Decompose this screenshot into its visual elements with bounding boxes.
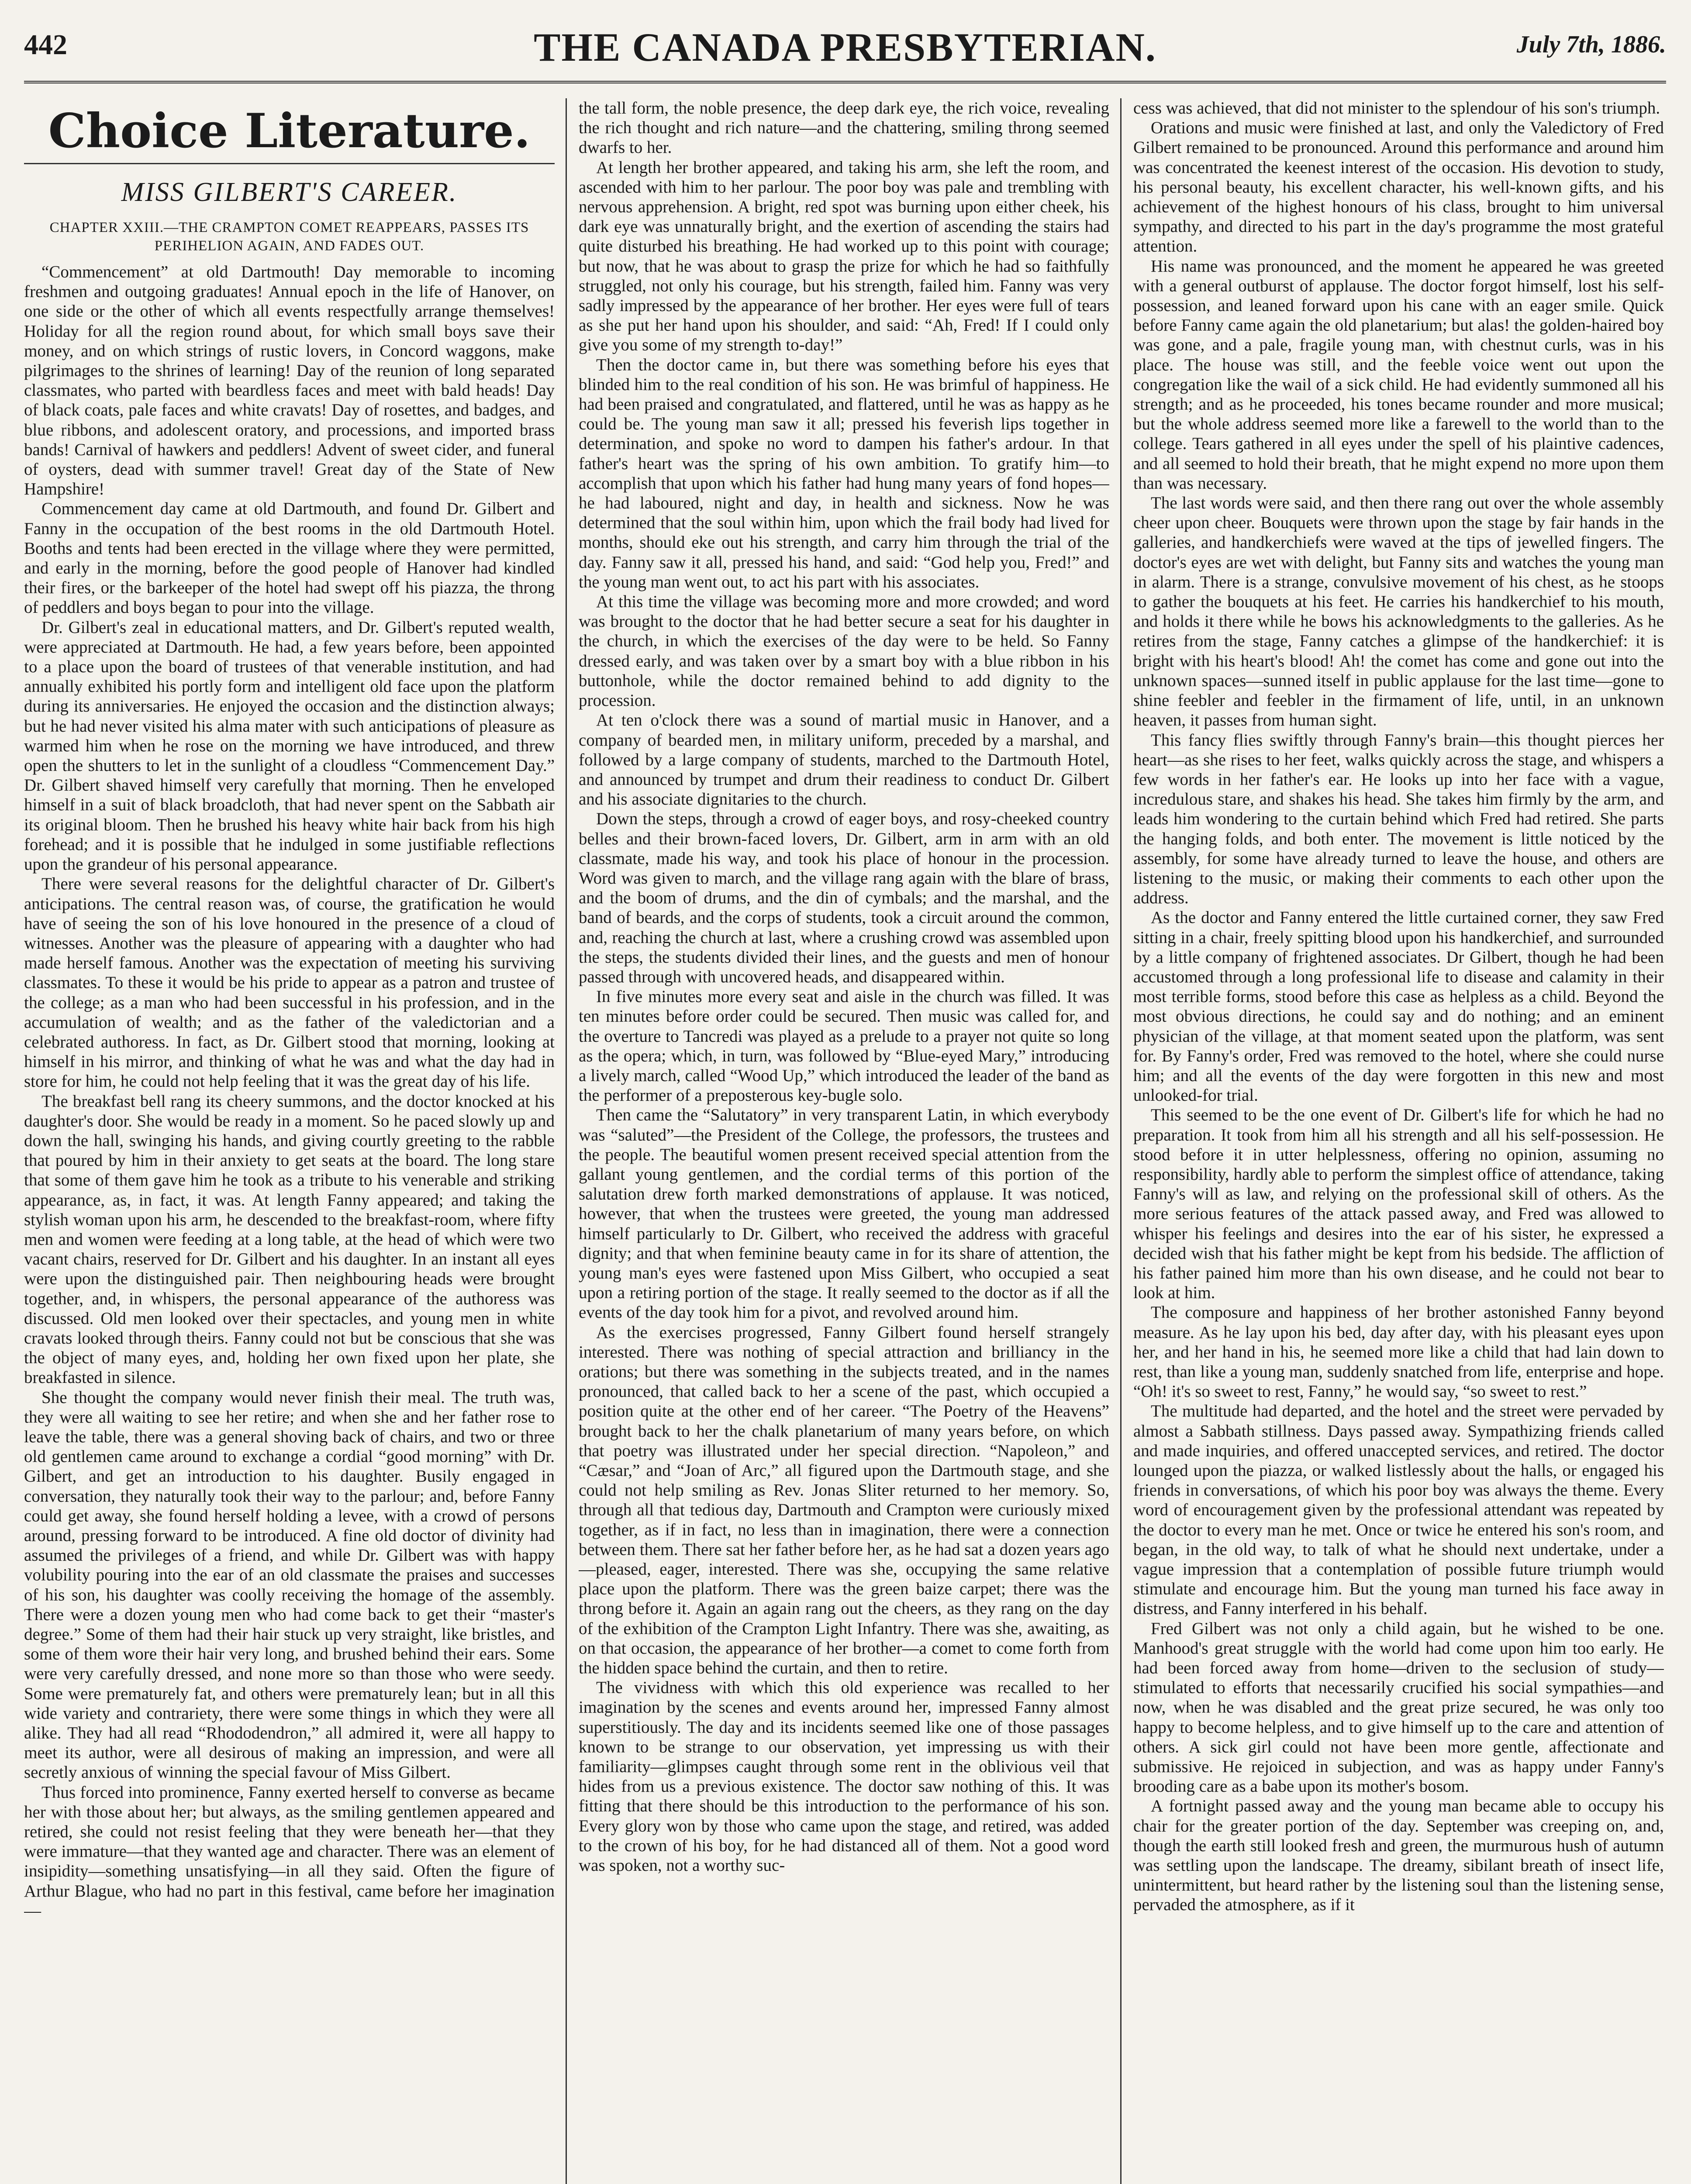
column-2 — [579, 98, 1109, 2184]
paragraph: As the exercises progressed, Fanny Gilbert found herself strangely interested. There was nothing of special attraction and brilliancy in the orations; but there was something in the subjects treated, and in the names pronounced, that called back to her a scene of the past, which occupied a position quite at the other end of her career. “The Poetry of the Heavens” brought back to her the chalk planetarium of many years before, on which that poetry was illustrated under her special direction. “Napoleon,” and “Cæsar,” and “Joan of Arc,” all figured upon the Dartmouth stage, and she could not help smiling as Rev. Jonas Sliter returned to her memory. So, through all that tedious day, Dartmouth and Crampton were curiously mixed together, as if in fact, no less than in imagination, there were a connection between them. There sat her father before her, as he had sat a dozen years ago—pleased, eager, interested. There was she, occupying the same relative place upon the platform. There was the green baize carpet; there was the throng before it. Again an again rang out the cheers, as they rang on the day of the exhibition of the Crampton Light Infantry. There was she, awaiting, as on that occasion, the appearance of her brother—a comet to come forth from the hidden space behind the curtain, and then to retire. — [579, 1323, 1109, 1678]
paragraph: There were several reasons for the delightful character of Dr. Gilbert's anticipations. The central reason was, of course, the gratification he would have of seeing the son of his love honoured in the presence of a cloud of witnesses. Another was the pleasure of appearing with a daughter who had made herself famous. Another was the expectation of meeting his surviving classmates. To these it would be his pride to appear as a patron and trustee of the college; as a man who had been successful in his profession, and in the accumulation of wealth; and as the father of the valedictorian and a celebrated authoress. In fact, as Dr. Gilbert stood that morning, looking at himself in his mirror, and thinking of what he was and what the day had in store for him, he could not help feeling that it was the great day of his life. — [24, 874, 555, 1091]
paragraph: Then came the “Salutatory” in very transparent Latin, in which everybody was “saluted”—the President of the College, the professors, the trustees and the people. The beautiful women present received special attention from the gallant young gentlemen, and the cordial terms of this portion of the salutation drew forth marked demonstrations of applause. It was noticed, however, that when the trustees were greeted, the young man addressed himself particularly to Dr. Gilbert, who received the address with graceful dignity; and that when feminine beauty came in for its share of attention, the young man's eyes were fastened upon Miss Gilbert, who occupied a seat upon a retiring portion of the stage. It really seemed to the doctor as if all the events of the day took him for a pivot, and revolved around him. — [579, 1106, 1109, 1322]
paragraph: Down the steps, through a crowd of eager boys, and rosy-cheeked country belles and their brown-faced lovers, Dr. Gilbert, arm in arm with an old classmate, made his way, and took his place of honour in the procession. Word was given to march, and the village rang again with the blare of brass, and the boom of drums, and the din of cymbals; and the marshal, and the band of beards, and the corps of students, took a circuit around the common, and, reaching the church at last, where a crushing crowd was assembled upon the steps, the students divided their lines, and the guests and men of honour passed through with uncovered heads, and disappeared within. — [579, 809, 1109, 986]
paragraph: “Commencement” at old Dartmouth! Day memorable to incoming freshmen and outgoing graduates! Annual epoch in the life of Hanover, on one side or the other of which all events respectfully arrange themselves! Holiday for all the region round about, for which small boys save their money, and on which strings of rustic lovers, in Concord waggons, make pilgrimages to the shrines of learning! Day of the reunion of long separated classmates, who parted with beardless faces and meet with bald heads! Day of black coats, pale faces and white cravats! Day of rosettes, and badges, and blue ribbons, and adolescent oratory, and processions, and imported brass bands! Carnival of hawkers and peddlers! Advent of sweet cider, and funeral of oysters, dead with summer travel! Great day of the State of New Hampshire! — [24, 263, 555, 499]
paragraph: As the doctor and Fanny entered the little curtained corner, they saw Fred sitting in a chair, freely spitting blood upon his handkerchief, and surrounded by a little company of frightened associates. Dr Gilbert, though he had been accustomed through a long professional life to disease and calamity in their most terrible forms, stood before this case as helpless as a child. Beyond the most obvious directions, he could say and do nothing; and an eminent physician of the village, at that moment seated upon the platform, was sent for. By Fanny's order, Fred was removed to the hotel, where she could nurse him; and all the events of the day were forgotten in this new and most unlooked-for trial. — [1133, 908, 1664, 1105]
column-2-body — [579, 98, 1109, 1875]
paragraph: His name was pronounced, and the moment he appeared he was greeted with a general outburst of applause. The doctor forgot himself, lost his self-possession, and leaned forward upon his cane with an eager smile. Quick before Fanny came again the old planetarium; but alas! the golden-haired boy was gone, and a pale, fragile young man, with chestnut curls, was in his place. The house was still, and the feeble voice went out upon the congregation like the wail of a sick child. He had evidently summoned all his strength; and as he proceeded, his tones became rounder and more musical; but the whole address seemed more like a farewell to the world than to the college. Tears gathered in all eyes under the spell of his plaintive cadences, and all seemed to hold their breath, that he might expend no more upon them than was necessary. — [1133, 256, 1664, 493]
paragraph: The multitude had departed, and the hotel and the street were pervaded by almost a Sabbath stillness. Days passed away. Sympathizing friends called and made inquiries, and offered unaccepted services, and retired. The doctor lounged upon the piazza, or walked listlessly about the halls, or engaged his friends in conversations, of which his poor boy was always the theme. Every word of encouragement given by the professional attendant was repeated by the doctor to every man he met. Once or twice he entered his son's room, and began, in the old way, to talk of what he should next undertake, under a vague impression that a contemplation of possible future triumph would stimulate and encourage him. But the young man turned his face away in distress, and Fanny interfered in his behalf. — [1133, 1402, 1664, 1618]
paragraph: Then the doctor came in, but there was something before his eyes that blinded him to the real condition of his son. He was brimful of happiness. He had been praised and congratulated, and flattered, until he was as happy as he could be. The young man saw it all; pressed his feverish lips together in determination, and spoke no word to dampen his father's ardour. In that father's heart was the spring of his own ambition. To gratify him—to accomplish that upon which his father had hung many years of fond hopes—he had laboured, night and day, in health and sickness. Now he was determined that the soul within him, upon which the frail body had lived for months, should eke out his strength, and carry him through the trial of the day. Fanny saw it all, pressed his hand, and said: “God help you, Fred!” and the young man went out, to act his part with his associates. — [579, 355, 1109, 591]
paragraph: At this time the village was becoming more and more crowded; and word was brought to the doctor that he had better secure a seat for his daughter in the church, in which the exercises of the day were to be held. So Fanny dressed early, and was taken over by a smart boy with a blue ribbon in his buttonhole, while the doctor remained behind to add dignity to the procession. — [579, 592, 1109, 710]
paragraph: A fortnight passed away and the young man became able to occupy his chair for the greater portion of the day. September was creeping on, and, though the earth still looked fresh and green, the murmurous hush of autumn was settling upon the landscape. The dreamy, sibilant breath of insect life, unintermittent, but heard rather by the listening soul than the listening sense, pervaded the atmosphere, as if it — [1133, 1797, 1664, 1914]
section-title: Choice Literature. — [48, 104, 531, 159]
section-divider — [24, 163, 555, 164]
chapter-heading: CHAPTER XXIII.—THE CRAMPTON COMET REAPPEARS, PASSES ITS PERIHELION AGAIN, AND FADES OUT. — [49, 220, 529, 254]
paragraph: She thought the company would never finish their meal. The truth was, they were all waiting to see her retire; and when she and her father rose to leave the table, there was a general shoving back of chairs, and two or three old gentlemen came around to exchange a cordial “good morning” with Dr. Gilbert, and get an introduction to his daughter. Busily engaged in conversation, they naturally took their way to the parlour; and, before Fanny could get away, she found herself holding a levee, with a crowd of persons around, pressing forward to be introduced. A fine old doctor of divinity had assumed the privileges of a friend, and while Dr. Gilbert was with happy volubility pouring into the ear of an old classmate the praises and successes of his son, his daughter was coolly receiving the homage of the assembly. There were a dozen young men who had come back to get their “master's degree.” Some of them had their hair stuck up very straight, like bristles, and some of them wore their hair very long, and brushed behind their ears. Some were very carefully dressed, and none more so than those who were seedy. Some were prematurely fat, and others were prematurely lean; but in all this wide variety and contrariety, there were some things in which they were all alike. They had all read “Rhododendron,” all admired it, were all happy to meet its author, were all desirous of making an impression, and were all secretly anxious of winning the special favour of Miss Gilbert. — [24, 1388, 555, 1782]
issue-date: July 7th, 1886. — [1516, 31, 1666, 58]
column-1-body — [24, 262, 555, 1921]
paragraph: cess was achieved, that did not minister to the splendour of his son's triumph. — [1133, 99, 1660, 117]
column-3-body — [1133, 98, 1664, 1915]
newspaper-page — [24, 15, 1666, 2184]
article-columns — [24, 98, 1666, 2184]
paragraph: The breakfast bell rang its cheery summons, and the doctor knocked at his daughter's door. She would be ready in a moment. So he paced slowly up and down the hall, swinging his hands, and giving courtly greeting to the rabble that poured by him in their anxiety to get seats at the board. The long stare that some of them gave him he took as a tribute to his venerable and striking appearance, as, in fact, it was. At length Fanny appeared; and taking the stylish woman upon his arm, he descended to the breakfast-room, where fifty men and women were feeding at a long table, at the head of which were two vacant chairs, reserved for Dr. Gilbert and his daughter. In an instant all eyes were upon the distinguished pair. Then neighbouring heads were brought together, and, in whispers, the personal appearance of the authoress was discussed. Old men looked over their spectacles, and young men in white cravats looked through theirs. Fanny could not but be conscious that she was the object of many eyes, and, holding her own fixed upon her plate, she breakfasted in silence. — [24, 1092, 555, 1387]
paragraph: At length her brother appeared, and taking his arm, she left the room, and ascended with him to her parlour. The poor boy was pale and trembling with nervous apprehension. A bright, red spot was burning upon either cheek, his dark eye was unnaturally bright, and the exertion of ascending the stairs had quite disturbed his breathing. He had worked up to this point with courage; but now, that he was about to grasp the prize for which he had so faithfully struggled, not only his courage, but his strength, failed him. Fanny was very sadly impressed by the appearance of her brother. Her eyes were full of tears as she put her hand upon his shoulder, and said: “Ah, Fred! If I could only give you some of my strength to-day!” — [579, 158, 1109, 355]
paragraph: the tall form, the noble presence, the deep dark eye, the rich voice, revealing the rich thought and rich nature—and the chattering, smiling throng seemed dwarfs to her. — [579, 99, 1109, 157]
column-divider — [566, 98, 567, 2184]
paragraph: Dr. Gilbert's zeal in educational matters, and Dr. Gilbert's reputed wealth, were appreciated at Dartmouth. He had, a few years before, been appointed to a place upon the board of trustees of that venerable institution, and had annually exhibited his portly form and intelligent old face upon the platform during its anniversaries. He enjoyed the occasion and the distinction always; but he had never visited his alma mater with such anticipations of pleasure as warmed him when he rose on the morning we have introduced, and threw open the shutters to let in the sunlight of a cloudless “Commencement Day.” Dr. Gilbert shaved himself very carefully that morning. Then he enveloped himself in a suit of black broadcloth, that had never spent on the Sabbath air its original bloom. Then he brushed his heavy white hair back from his high forehead; and it is possible that he indulged in some justifiable reflections upon the grandeur of his personal appearance. — [24, 618, 555, 874]
paragraph: Thus forced into prominence, Fanny exerted herself to converse as became her with those about her; but always, as the smiling gentlemen appeared and retired, she could not resist feeling that they were beneath her—that they were immature—that they wanted age and character. There was an element of insipidity—something unsatisfying—in all they said. Often the figure of Arthur Blague, who had no part in this festival, came before her imagination— — [24, 1783, 555, 1920]
paragraph: This seemed to be the one event of Dr. Gilbert's life for which he had no preparation. It took from him all his strength and all his self-possession. He stood before it in utter helplessness, offering no opinion, assuming no responsibility, hardly able to perform the simplest office of attendance, taking Fanny's will as law, and relying on the professional skill of others. As the more serious features of the attack passed away, and Fred was allowed to whisper his feelings and desires into the ear of his sister, he expressed a decided wish that his father might be kept from his bedside. The affliction of his father pained him more than his own disease, and he could not bear to look at him. — [1133, 1106, 1664, 1303]
paragraph: Orations and music were finished at last, and only the Valedictory of Fred Gilbert remained to be pronounced. Around this performance and around him was concentrated the keenest interest of the occasion. His devotion to study, his personal beauty, his excellent character, his well-known gifts, and his achievement of the highest honours of his class, brought to him universal sympathy, and directed to his part in the day's programme the most grateful attention. — [1133, 118, 1664, 256]
newspaper-title: THE CANADA PRESBYTERIAN. — [534, 25, 1156, 69]
column-divider — [1120, 98, 1122, 2184]
page-number: 442 — [24, 29, 67, 61]
paragraph: Commencement day came at old Dartmouth, and found Dr. Gilbert and Fanny in the occupation of the best rooms in the old Dartmouth Hotel. Booths and tents had been erected in the village where they were permitted, and early in the morning, before the good people of Hanover had kindled their fires, or the barkeeper of the hotel had swept off his piazza, the throng of peddlers and boys began to pour into the village. — [24, 499, 555, 617]
paragraph: The last words were said, and then there rang out over the whole assembly cheer upon cheer. Bouquets were thrown upon the stage by fair hands in the galleries, and handkerchiefs were waved at the tips of jewelled fingers. The doctor's eyes are wet with delight, but Fanny sits and watches the young man in alarm. There is a strange, convulsive movement of his chest, as he stoops to gather the bouquets at his feet. He carries his handkerchief to his mouth, and holds it there while he bows his acknowledgments to the galleries. As he retires from the stage, Fanny catches a glimpse of the handkerchief: it is bright with his heart's blood! Ah! the comet has come and gone out into the unknown spaces—sunned itself in public applause for the last time—gone to shine feebler and feebler in the firmament of life, until, in an unknown heaven, it passes from human sight. — [1133, 494, 1664, 730]
paragraph: The composure and happiness of her brother astonished Fanny beyond measure. As he lay upon his bed, day after day, with his pleasant eyes upon her, and her hand in his, he seemed more like a child that had lain down to rest, than like a young man, suddenly snatched from life, enterprise and hope. “Oh! it's so sweet to rest, Fanny,” he would say, “so sweet to rest.” — [1133, 1303, 1664, 1401]
paragraph: The vividness with which this old experience was recalled to her imagination by the scenes and events around her, impressed Fanny almost superstitiously. The day and its incidents seemed like one of those passages known to be strange to our observation, yet impressing us with their familiarity—glimpses caught through some rent in the oblivious veil that hides from us a previous existence. The doctor saw nothing of this. It was fitting that there should be this introduction to the performance of his son. Every glory won by those who came upon the stage, and retired, was added to the crown of his boy, for he had distanced all of them. Not a good word was spoken, not a worthy suc- — [579, 1678, 1109, 1875]
paragraph: At ten o'clock there was a sound of martial music in Hanover, and a company of bearded men, in military uniform, preceded by a marshal, and followed by a large company of students, marched to the Dartmouth Hotel, and announced by trumpet and drum their readiness to conduct Dr. Gilbert and his associate dignitaries to the church. — [579, 711, 1109, 809]
paragraph: In five minutes more every seat and aisle in the church was filled. It was ten minutes before order could be secured. Then music was called for, and the overture to Tancredi was played as a prelude to a prayer not quite so long as the opera; which, in turn, was followed by “Blue-eyed Mary,” introducing a lively march, called “Wood Up,” which introduced the leader of the band as the performer of a preposterous key-bugle solo. — [579, 987, 1109, 1105]
column-1 — [24, 98, 555, 2184]
paragraph: This fancy flies swiftly through Fanny's brain—this thought pierces her heart—as she rises to her feet, walks quickly across the stage, and whispers a few words in her father's ear. He looks up into her face with a vague, incredulous stare, and shakes his head. She takes him firmly by the arm, and leads him wondering to the curtain behind which Fred had retired. She parts the hanging folds, and both enter. The movement is little noticed by the assembly, for some have already turned to leave the house, and others are listening to the music, or making their comments to each other upon the address. — [1133, 730, 1664, 908]
masthead — [24, 15, 1666, 83]
story-title: MISS GILBERT'S CAREER. — [121, 177, 458, 207]
column-3 — [1133, 98, 1664, 2184]
paragraph: Fred Gilbert was not only a child again, but he wished to be one. Manhood's great struggle with the world had come upon him too early. He had been forced away from home—driven to the seclusion of study—stimulated to efforts that necessarily crucified his social sympathies—and now, when he was disabled and the great prize secured, he was only too happy to become helpless, and to give himself up to the care and attention of others. A sick girl could not have been more gentle, affectionate and submissive. He rejoiced in subjection, and was as happy under Fanny's brooding care as a babe upon its mother's bosom. — [1133, 1619, 1664, 1796]
